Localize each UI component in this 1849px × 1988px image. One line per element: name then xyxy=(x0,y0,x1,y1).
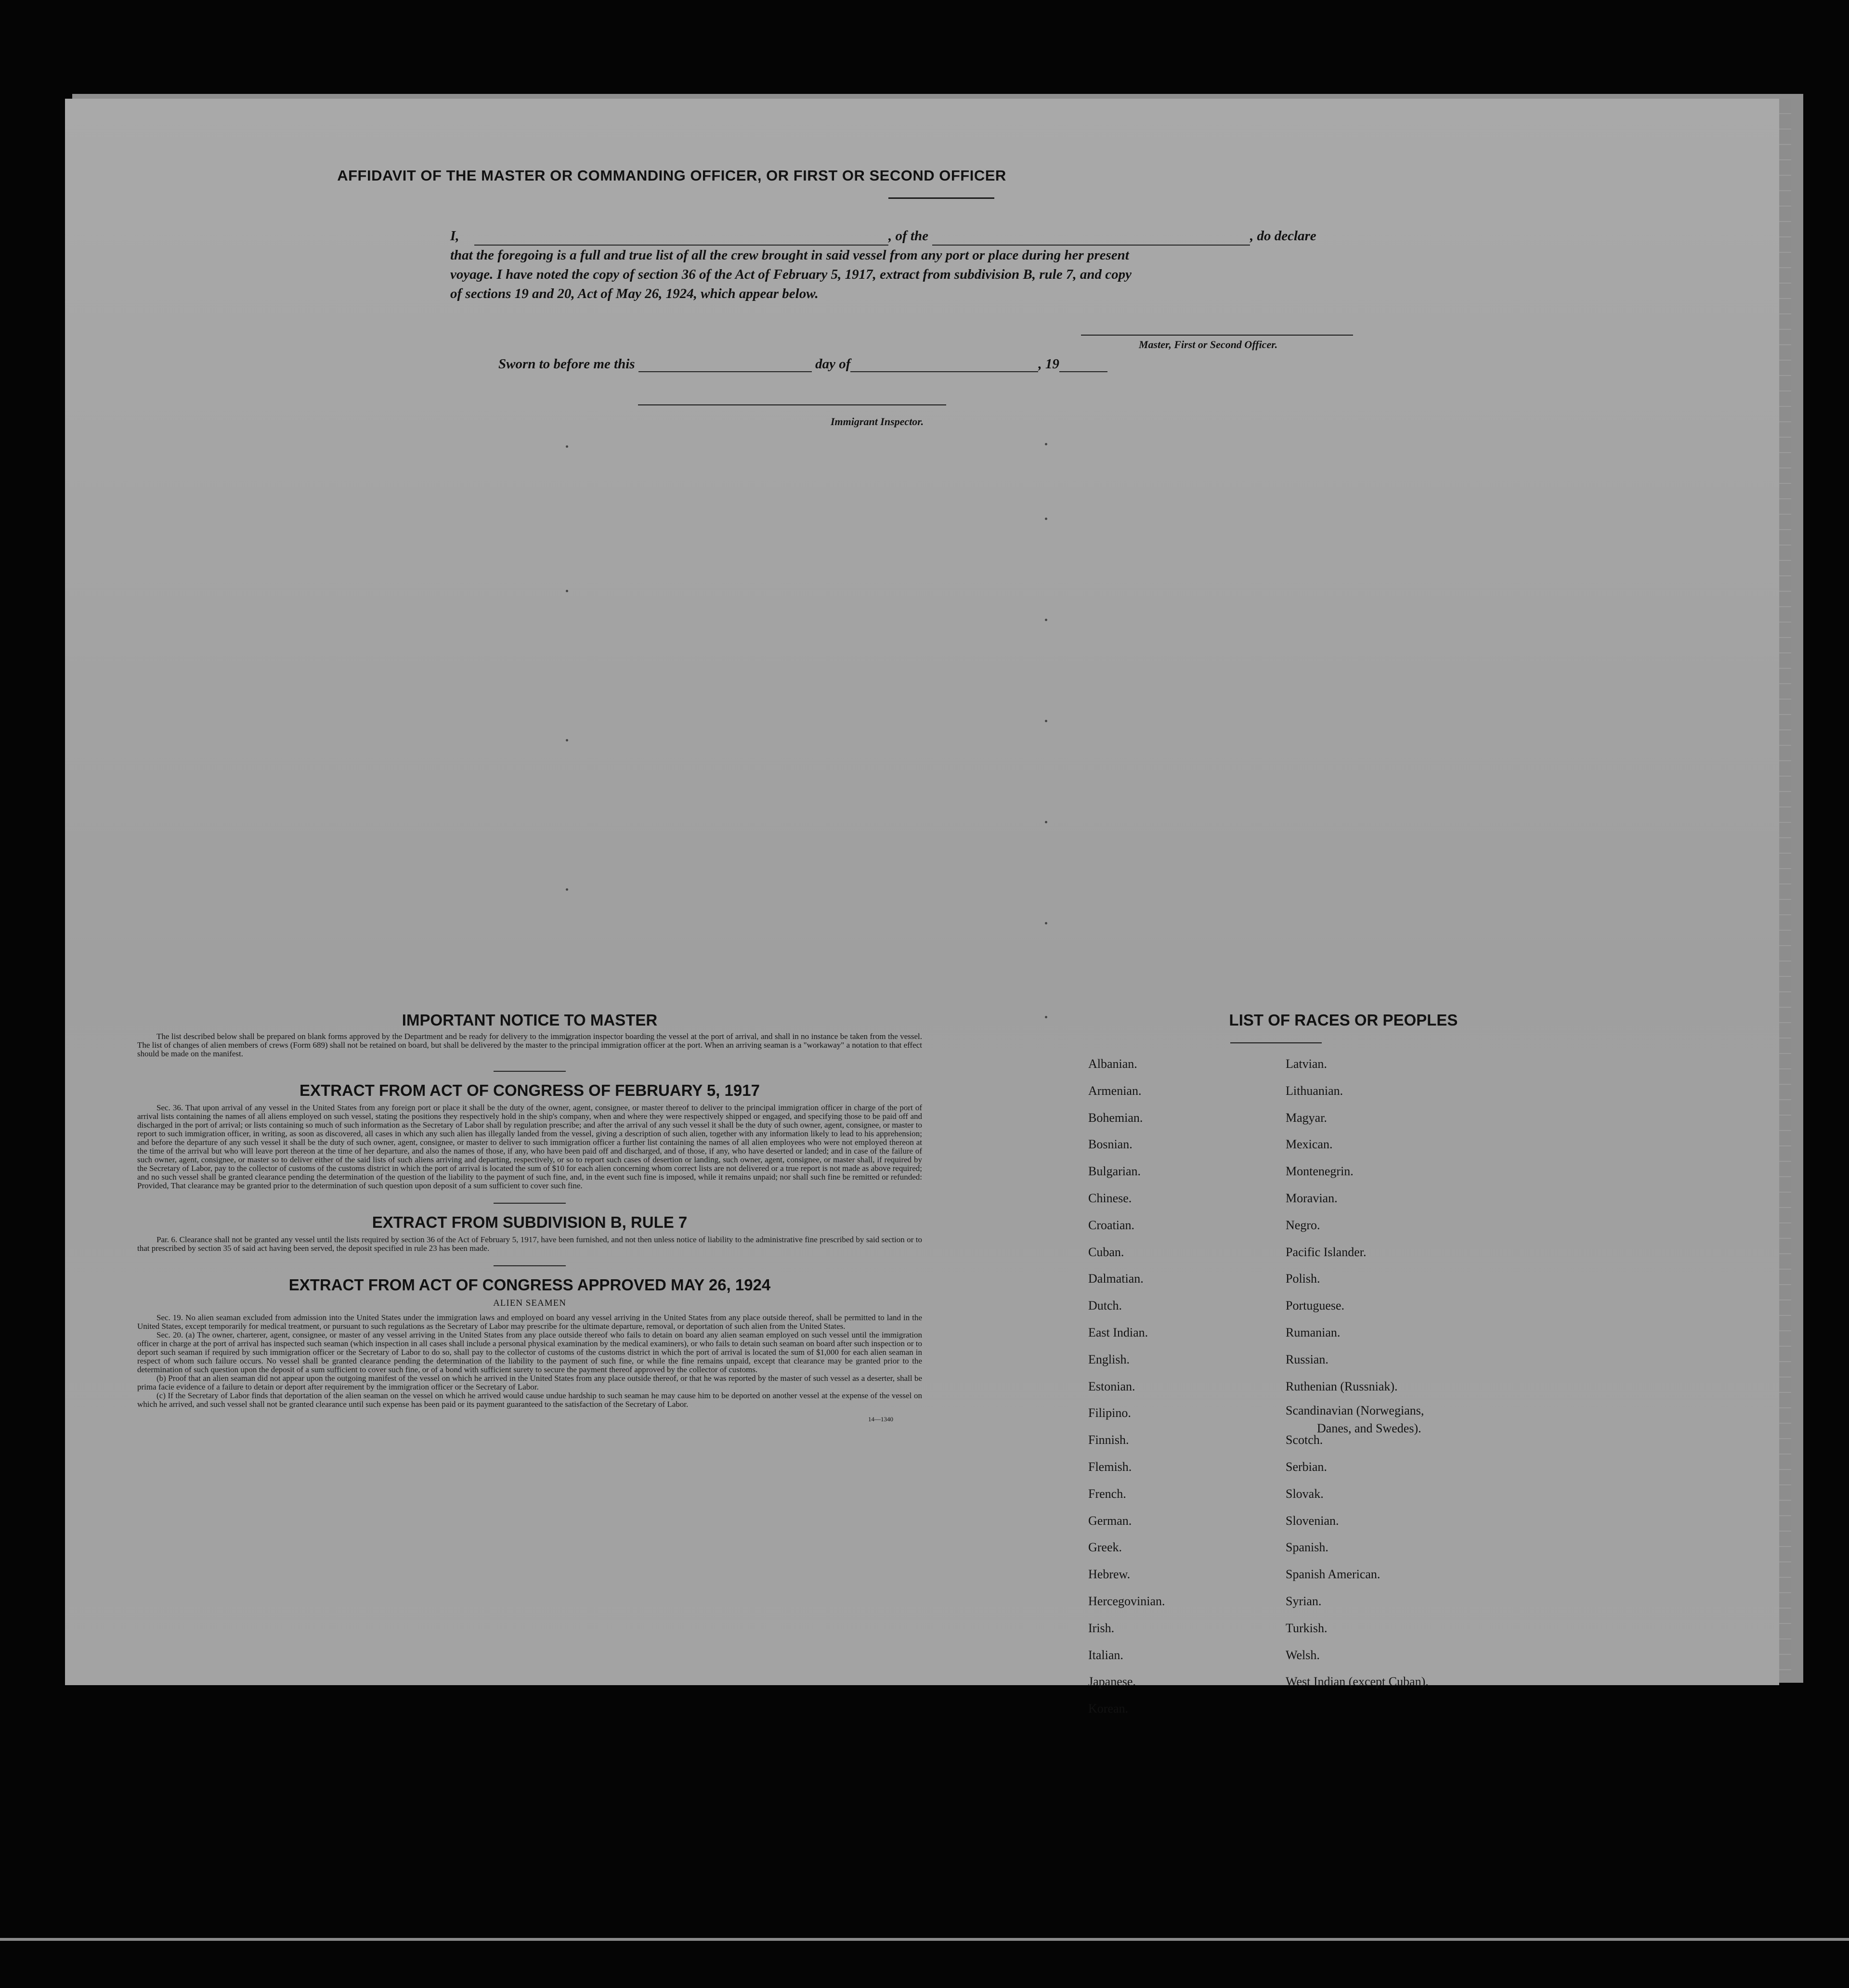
scan-border-line xyxy=(0,1938,1849,1941)
race-item: Hercegovinian. xyxy=(1088,1594,1165,1608)
bleed-dot xyxy=(566,590,568,592)
notice-body: The list described below shall be prepared on blank forms approved by the Department and be ready for delivery to the immigration inspector boarding the vessel at the port of arrival, and shall in no instance be taken from the vessel. The list of changes of alien members of crews (Form 689) shall not be retained on board, but shall be delivered by the master to the principal immigration officer at the port. When an arriving seaman is a "workaway" a notation to that effect should be made on the manifest. xyxy=(137,1032,922,1058)
sworn-month-field[interactable] xyxy=(850,358,1038,372)
bleed-dot xyxy=(1045,922,1047,924)
race-item: Cuban. xyxy=(1088,1245,1124,1259)
race-item: Portuguese. xyxy=(1286,1299,1345,1313)
inspector-signature-line[interactable] xyxy=(638,404,946,405)
race-item: Estonian. xyxy=(1088,1379,1135,1393)
race-item: Dutch. xyxy=(1088,1299,1122,1313)
race-item: Bohemian. xyxy=(1088,1110,1143,1125)
race-item: Negro. xyxy=(1286,1218,1320,1232)
bleed-dot xyxy=(1045,619,1047,621)
declaration-line-4: of sections 19 and 20, Act of May 26, 1924, which appear below. xyxy=(450,286,819,301)
document-page xyxy=(65,99,1779,1716)
sworn-label: Sworn to before me this xyxy=(498,356,635,372)
sworn-day-of: day of xyxy=(815,356,851,372)
race-item: Danes, and Swedes). xyxy=(1317,1421,1421,1436)
race-item: Ruthenian (Russniak). xyxy=(1286,1379,1398,1393)
race-item: French. xyxy=(1088,1486,1126,1501)
race-item: Finnish. xyxy=(1088,1433,1129,1447)
declaration-do-declare: , do declare xyxy=(1250,228,1316,244)
race-item: Turkish. xyxy=(1286,1621,1328,1635)
extract-1924-title: EXTRACT FROM ACT OF CONGRESS APPROVED MAY 26, 1924 xyxy=(288,1276,771,1294)
race-item: Chinese. xyxy=(1088,1191,1132,1205)
bleed-dot xyxy=(566,739,568,741)
inspector-caption: Immigrant Inspector. xyxy=(831,416,924,428)
bleed-dot xyxy=(566,445,568,448)
extract-rule7-title: EXTRACT FROM SUBDIVISION B, RULE 7 xyxy=(372,1213,688,1231)
race-item: Flemish. xyxy=(1088,1460,1132,1474)
race-item: Scotch. xyxy=(1286,1433,1323,1447)
sec20b-body: (b) Proof that an alien seaman did not appear upon the outgoing manifest of the vessel on which he arrived in the United States from any place outside thereof, or that he was reported by the master of such vessel as a deserter, shall be prima facie evidence of a failure to detain or deport after requirement by the immigration officer or the Secretary of Labor. xyxy=(137,1374,922,1391)
race-item: German. xyxy=(1088,1513,1132,1528)
race-item: Filipino. xyxy=(1088,1406,1131,1420)
race-item: Irish. xyxy=(1088,1621,1115,1635)
race-item: Spanish American. xyxy=(1286,1567,1380,1582)
race-item: Albanian. xyxy=(1088,1057,1137,1071)
race-item: Slovak. xyxy=(1286,1486,1324,1501)
race-item: Rumanian. xyxy=(1286,1325,1341,1339)
vessel-field[interactable] xyxy=(932,231,1250,246)
race-item: Russian. xyxy=(1286,1352,1328,1366)
bleed-dot xyxy=(1045,518,1047,520)
race-item: Pacific Islander. xyxy=(1286,1245,1367,1259)
race-item: Welsh. xyxy=(1286,1648,1320,1662)
race-item: Polish. xyxy=(1286,1272,1320,1286)
race-item: Hebrew. xyxy=(1088,1567,1131,1582)
race-item: Greek. xyxy=(1088,1540,1122,1555)
race-item: Spanish. xyxy=(1286,1540,1328,1555)
race-item: West Indian (except Cuban). xyxy=(1286,1675,1429,1689)
bleed-dot xyxy=(1045,1016,1047,1018)
affidavit-title: AFFIDAVIT OF THE MASTER OR COMMANDING OFFICER, OR FIRST OR SECOND OFFICER xyxy=(337,167,1006,184)
sec20a-body: Sec. 20. (a) The owner, charterer, agent, consignee, or master of any vessel arriving in the United States from any place outside thereof who fails to detain on board any alien seaman employed on such vessel until the immigration officer in charge at the port of arrival has inspected such seaman (which inspection in all cases shall include a personal physical examination by the medical examiners), or who fails to detain such seaman on board after such inspection or to deport such seaman if required by such immigration officer or the Secretary of Labor to do so, shall pay to the collector of customs of the customs district in which the port of arrival is located the sum of $1,000 for each alien seaman in respect of whom such failure occurs. No vessel shall be granted clearance pending the determination of the liability to the payment of such fine, or while the fine remains unpaid, except that clearance may be granted prior to the determination of such question upon the deposit of a sum sufficient to cover such fine, or of a bond with sufficient surety to secure the payment thereof approved by the collector of customs. xyxy=(137,1330,922,1374)
extract-1924-subtitle: ALIEN SEAMEN xyxy=(493,1298,566,1308)
sworn-line xyxy=(498,356,1107,372)
form-number: 14—1340 xyxy=(868,1416,893,1423)
bleed-dot xyxy=(1045,821,1047,823)
race-item: Serbian. xyxy=(1286,1460,1327,1474)
races-title: LIST OF RACES OR PEOPLES xyxy=(1229,1011,1458,1029)
extract-1917-title: EXTRACT FROM ACT OF CONGRESS OF FEBRUARY 5, 1917 xyxy=(299,1081,760,1099)
race-item: Montenegrin. xyxy=(1286,1164,1354,1179)
declaration-line-3: voyage. I have noted the copy of section 36 of the Act of February 5, 1917, extract from subdivision B, rule 7, and copy xyxy=(450,267,1132,282)
name-field[interactable] xyxy=(474,231,888,246)
sworn-year-field[interactable] xyxy=(1059,358,1107,372)
race-item: Scandinavian (Norwegians, xyxy=(1286,1403,1424,1418)
divider xyxy=(494,1265,566,1266)
race-item: Latvian. xyxy=(1286,1057,1327,1071)
declaration-i: I, xyxy=(450,228,459,244)
divider xyxy=(888,197,994,199)
race-item: Dalmatian. xyxy=(1088,1272,1144,1286)
race-item: English. xyxy=(1088,1352,1130,1366)
master-signature-line[interactable] xyxy=(1081,335,1353,336)
race-item: Japanese. xyxy=(1088,1675,1136,1689)
race-item: Moravian. xyxy=(1286,1191,1338,1205)
sworn-year-prefix: , 19 xyxy=(1038,356,1059,372)
race-item: Slovenian. xyxy=(1286,1513,1339,1528)
race-item: Magyar. xyxy=(1286,1110,1327,1125)
affidavit-declaration xyxy=(450,226,1461,303)
race-item: Korean. xyxy=(1088,1702,1129,1716)
sec19-body: Sec. 19. No alien seaman excluded from admission into the United States under the immigration laws and employed on board any vessel arriving in the United States from any place outside thereof, shall be permitted to land in the United States, except temporarily for medical treatment, or pursuant to such regulations as the Secretary of Labor may prescribe for the ultimate departure, removal, or deportation of such alien from the United States. xyxy=(137,1313,922,1331)
divider xyxy=(1230,1042,1322,1043)
sec20c-body: (c) If the Secretary of Labor finds that deportation of the alien seaman on the vessel on which he arrived would cause undue hardship to such seaman he may cause him to be deported on another vessel at the expense of the vessel on which he arrived, and such vessel shall not be granted clearance until such expense has been paid or its payment guaranteed to the satisfaction of the Secretary of Labor. xyxy=(137,1391,922,1409)
divider xyxy=(494,1071,566,1072)
race-item: Bosnian. xyxy=(1088,1137,1133,1152)
bleed-dot xyxy=(566,888,568,891)
race-item: East Indian. xyxy=(1088,1325,1148,1339)
race-item: Bulgarian. xyxy=(1088,1164,1141,1179)
race-item: Mexican. xyxy=(1286,1137,1333,1152)
race-item: Lithuanian. xyxy=(1286,1083,1343,1098)
extract-1917-body: Sec. 36. That upon arrival of any vessel in the United States from any foreign port or place it shall be the duty of the owner, agent, consignee, or master thereof to deliver to the principal immigration officer in charge of the port of arrival lists containing the names of all aliens employed on such vessel, stating the positions they respectively hold in the ship's company, when and where they were respectively shipped or engaged, and specifying those to be paid off and discharged in the port of arrival; or lists containing so much of such information as the Secretary of Labor shall by regulation prescribe; and after the arrival of any such vessel it shall be the duty of such owner, agent, consignee, or master to report to such immigration officer, in writing, as soon as discovered, all cases in which any such alien has illegally landed from the vessel, giving a description of such alien, together with any information likely to lead to his apprehension; and before the departure of any such vessel it shall be the duty of such owner, agent, consignee, or master to deliver to such immigration officer a further list containing the names of all alien employees who were not employed thereon at the time of the arrival but who will leave port thereon at the time of her departure, and also the names of those, if any, who have been paid off and discharged, and of those, if any, who have deserted or landed; and in case of the failure of such owner, agent, consignee, or master so to deliver either of the said lists of such aliens arriving and departing, respectively, or so to report such cases of desertion or landing, such owner, agent, consignee, or master shall, if required by the Secretary of Labor, pay to the collector of customs of the customs district in which the port of arrival is located the sum of $10 for each alien concerning whom correct lists are not delivered or a true report is not made as above required; and no such vessel shall be granted clearance pending the determination of the question of the liability to the payment of such fine, and, in the event such fine is imposed, while it remains unpaid; nor shall such fine be remitted or refunded: Provided, That clearance may be granted prior to the determination of such question upon deposit of a sum sufficient to cover such fine. xyxy=(137,1103,922,1190)
notice-title: IMPORTANT NOTICE TO MASTER xyxy=(402,1011,658,1029)
declaration-of-the: , of the xyxy=(888,228,928,244)
extract-rule7-body: Par. 6. Clearance shall not be granted any vessel until the lists required by section 36 of the Act of February 5, 1917, have been furnished, and not then unless notice of liability to the administrative fine prescribed by said section or to that prescribed by section 35 of said act having been served, the deposit specified in rule 23 has been made. xyxy=(137,1235,922,1253)
race-item: Croatian. xyxy=(1088,1218,1135,1232)
sworn-day-field[interactable] xyxy=(638,358,812,372)
notice-column xyxy=(137,1011,922,1423)
race-item: Italian. xyxy=(1088,1648,1123,1662)
bleed-dot xyxy=(1045,443,1047,445)
declaration-line-2: that the foregoing is a full and true list of all the crew brought in said vessel from any port or place during her present xyxy=(450,247,1129,263)
race-item: Syrian. xyxy=(1286,1594,1322,1608)
divider xyxy=(494,1203,566,1204)
race-item: Armenian. xyxy=(1088,1083,1142,1098)
master-caption: Master, First or Second Officer. xyxy=(1139,338,1278,351)
bleed-dot xyxy=(1045,720,1047,722)
